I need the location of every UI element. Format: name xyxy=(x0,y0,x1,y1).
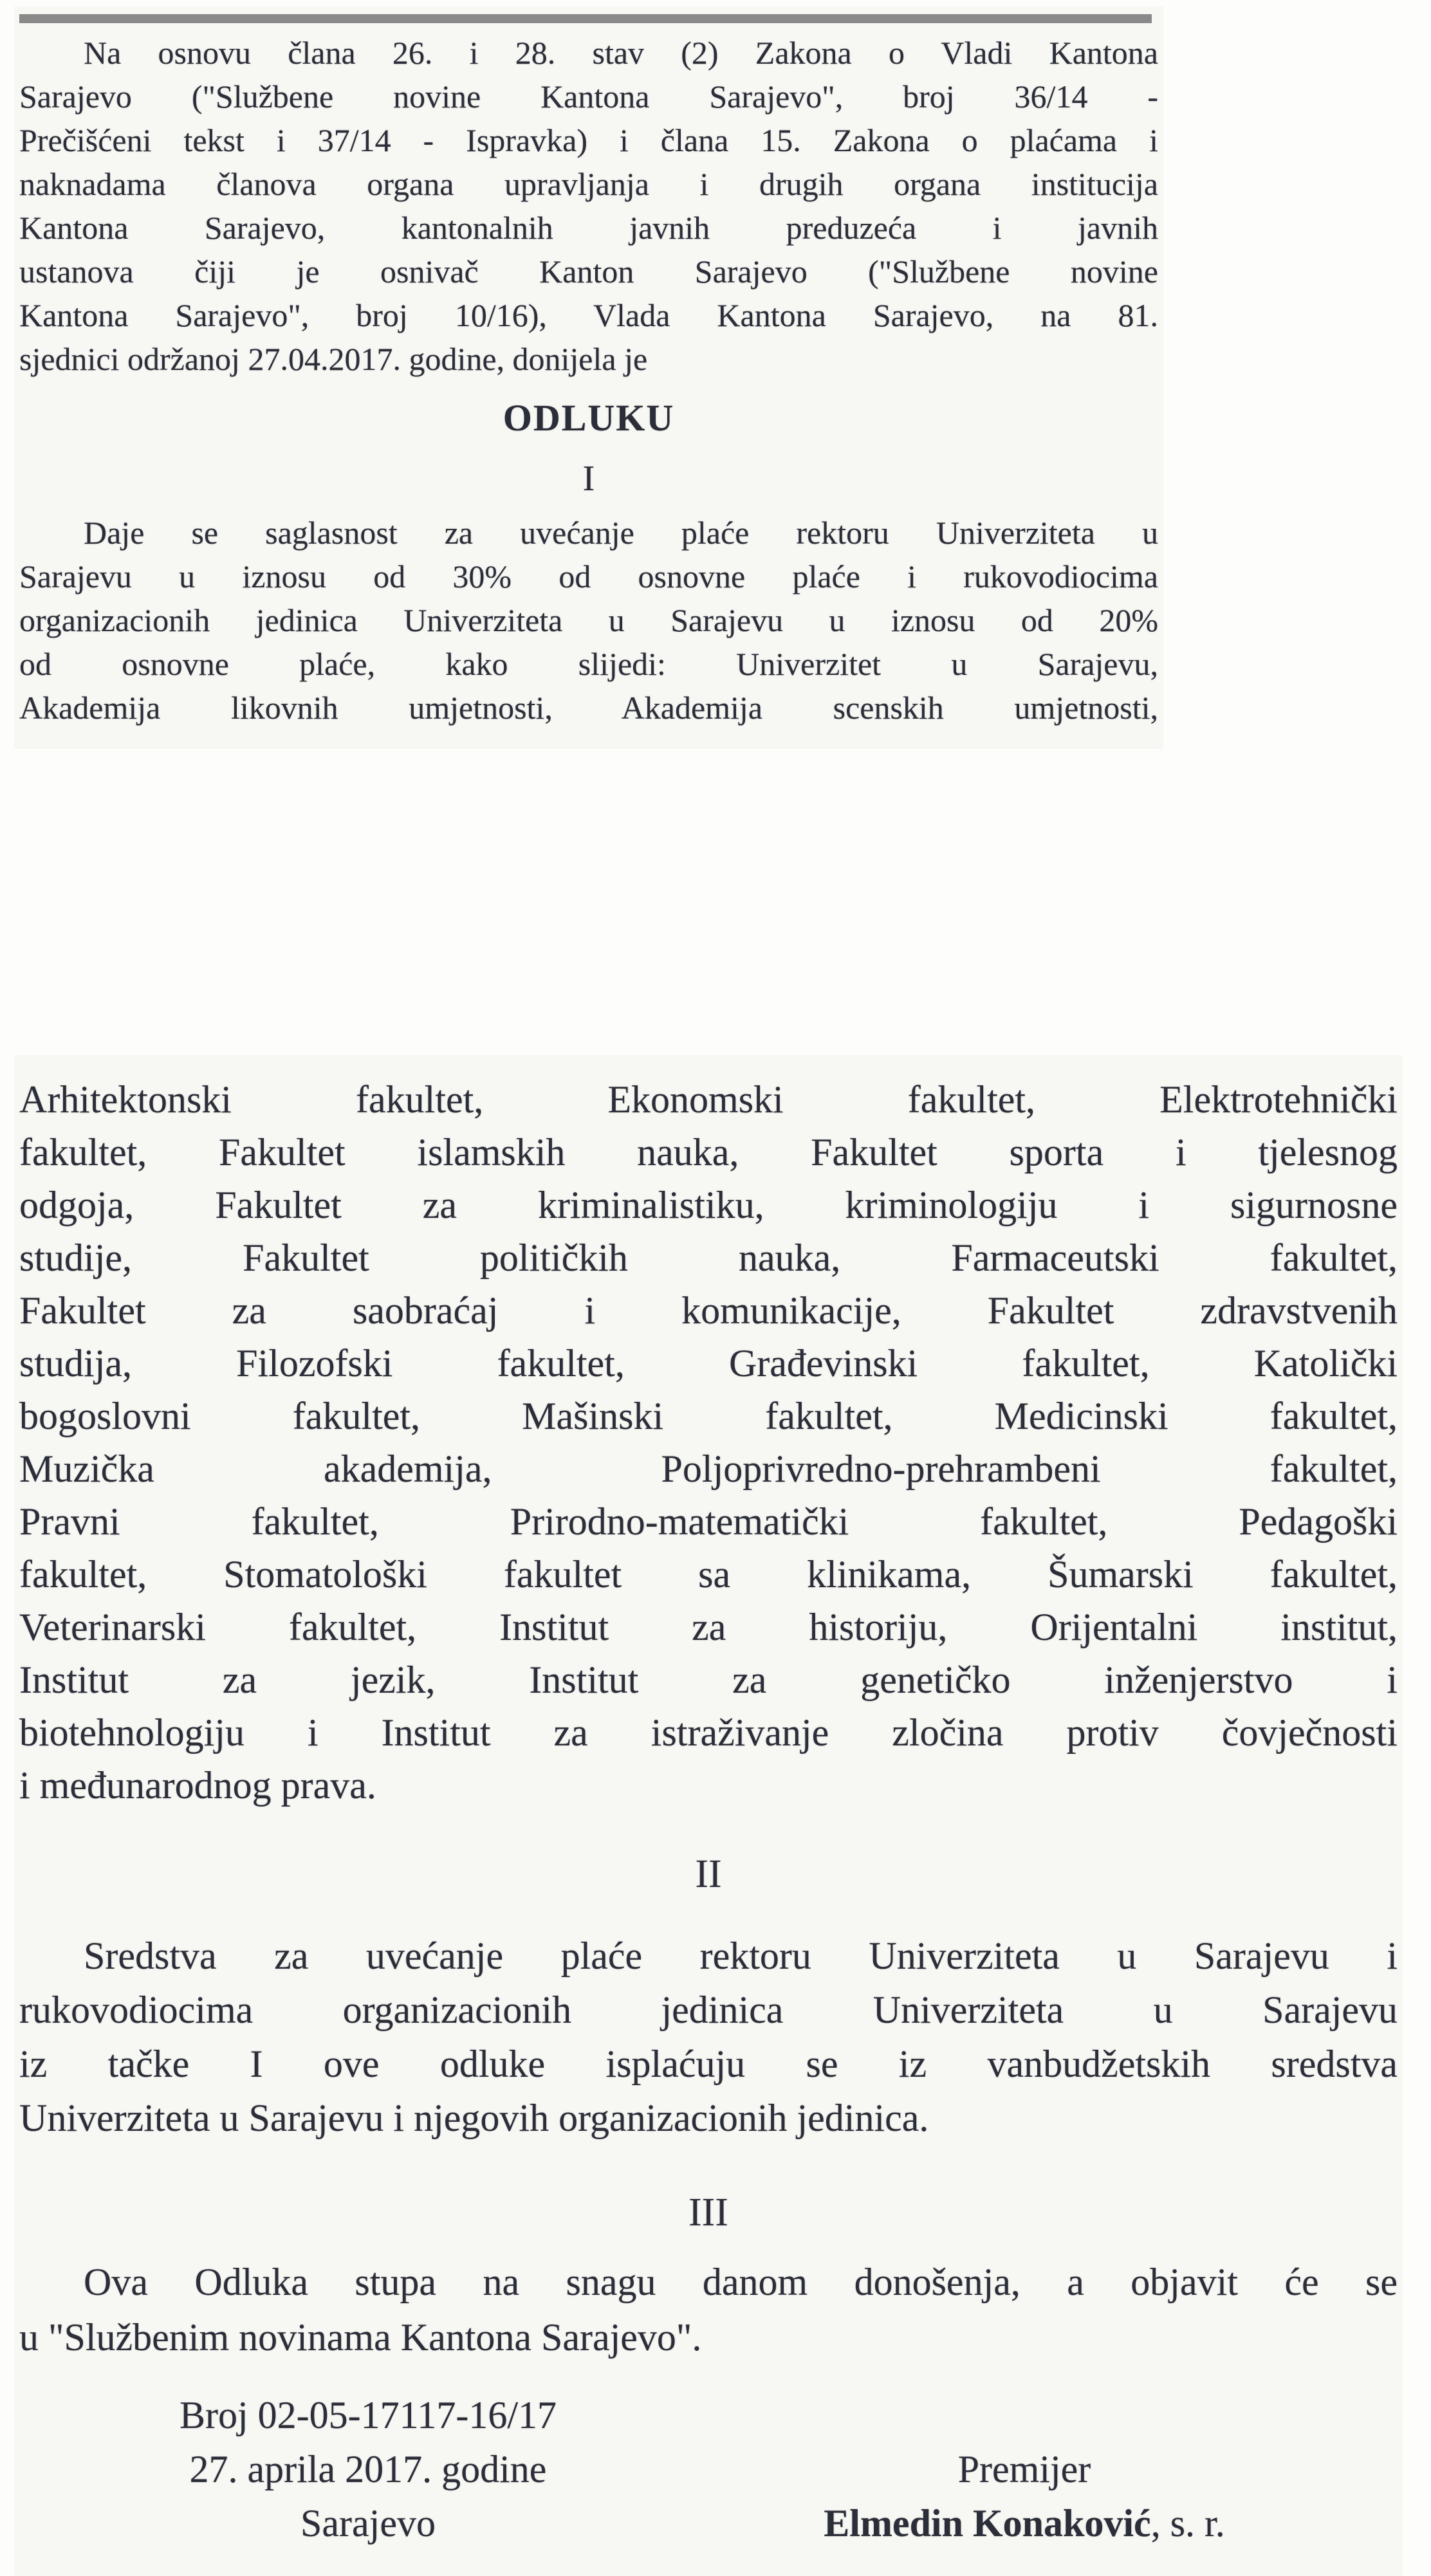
text-line: od osnovne plaće, kako slijedi: Univerzitet u Sarajevu, xyxy=(19,646,1158,682)
text-line: bogoslovni fakultet, Mašinski fakultet, Medicinski fakultet, xyxy=(19,1395,1398,1437)
text-line: organizacionih jedinica Univerziteta u Sarajevu u iznosu od 20% xyxy=(19,602,1158,638)
text-line: Univerziteta u Sarajevu i njegovih organizacionih jedinica. xyxy=(19,2097,929,2139)
section-2-numeral: II xyxy=(695,1852,722,1896)
text-line: Prečišćeni tekst i 37/14 - Ispravka) i člana 15. Zakona o plaćama i xyxy=(19,122,1158,158)
text-line: studije, Fakultet političkih nauka, Farmaceutski fakultet, xyxy=(19,1237,1398,1279)
text-line: Muzička akademija, Poljoprivredno-prehrambeni fakultet, xyxy=(19,1448,1398,1490)
signature-signer xyxy=(722,2388,1327,2550)
top-rule xyxy=(19,14,1152,23)
section-1-numeral: I xyxy=(582,459,595,499)
signer-name: Elmedin Konaković xyxy=(824,2502,1151,2544)
section-1-continuation-paragraph xyxy=(19,1073,1398,1812)
text-line: fakultet, Stomatološki fakultet sa klinikama, Šumarski fakultet, xyxy=(19,1553,1398,1596)
text-line: Arhitektonski fakultet, Ekonomski fakultet, Elektrotehnički xyxy=(19,1078,1398,1121)
text-line: Veterinarski fakultet, Institut za historiju, Orijentalni institut, xyxy=(19,1606,1398,1648)
text-line: studija, Filozofski fakultet, Građevinski fakultet, Katolički xyxy=(19,1342,1398,1385)
text-line: Sredstva za uvećanje plaće rektoru Univerziteta u Sarajevu i xyxy=(84,1935,1398,1977)
text-line: Daje se saglasnost za uvećanje plaće rektoru Univerziteta u xyxy=(84,515,1158,551)
text-line: fakultet, Fakultet islamskih nauka, Fakultet sporta i tjelesnog xyxy=(19,1131,1398,1173)
signature-block xyxy=(19,2388,1398,2550)
text-line: i međunarodnog prava. xyxy=(19,1764,376,1807)
text-line: Ova Odluka stupa na snagu danom donošenja, a objavit će se xyxy=(84,2261,1398,2303)
section-3-paragraph xyxy=(19,2254,1398,2365)
section-2-paragraph xyxy=(19,1929,1398,2145)
signer-title: Premijer xyxy=(957,2448,1091,2490)
text-line: Sarajevu u iznosu od 30% od osnovne plaće i rukovodiocima xyxy=(19,558,1158,594)
text-line: naknadama članova organa upravljanja i drugih organa institucija xyxy=(19,166,1158,202)
section-1-paragraph xyxy=(19,511,1158,730)
decision-title: ODLUKU xyxy=(503,397,675,439)
signer-suffix: , s. r. xyxy=(1150,2502,1225,2544)
text-line: iz tačke I ove odluke isplaćuju se iz vanbudžetskih sredstva xyxy=(19,2043,1398,2085)
text-line: Fakultet za saobraćaj i komunikacije, Fakultet zdravstvenih xyxy=(19,1289,1398,1332)
intro-paragraph xyxy=(19,31,1158,381)
text-line: Kantona Sarajevo, kantonalnih javnih preduzeća i javnih xyxy=(19,210,1158,246)
text-line: Pravni fakultet, Prirodno-matematički fakultet, Pedagoški xyxy=(19,1500,1398,1543)
text-line: biotehnologiju i Institut za istraživanje zločina protiv čovječnosti xyxy=(19,1711,1398,1754)
clipping-bottom xyxy=(14,1055,1403,2576)
text-line: odgoja, Fakultet za kriminalistiku, kriminologiju i sigurnosne xyxy=(19,1184,1398,1226)
text-line: Institut za jezik, Institut za genetičko inženjerstvo i xyxy=(19,1659,1398,1701)
section-3-numeral: III xyxy=(688,2191,728,2234)
document-date: 27. aprila 2017. godine xyxy=(189,2448,547,2490)
document-place: Sarajevo xyxy=(300,2502,436,2544)
document-number: Broj 02-05-17117-16/17 xyxy=(179,2394,557,2436)
text-line: u "Službenim novinama Kantona Sarajevo". xyxy=(19,2316,702,2359)
text-line: Akademija likovnih umjetnosti, Akademija scenskih umjetnosti, xyxy=(19,690,1158,726)
text-line: ustanova čiji je osnivač Kanton Sarajevo ("Službene novine xyxy=(19,253,1158,290)
text-line: Kantona Sarajevo", broj 10/16), Vlada Kantona Sarajevo, na 81. xyxy=(19,297,1158,333)
signature-meta xyxy=(85,2388,651,2550)
text-line: Na osnovu člana 26. i 28. stav (2) Zakona o Vladi Kantona xyxy=(84,35,1158,71)
clipping-top xyxy=(14,6,1163,749)
signer-name-line xyxy=(722,2496,1327,2550)
text-line: rukovodiocima organizacionih jedinica Univerziteta u Sarajevu xyxy=(19,1989,1398,2031)
text-line: sjednici održanoj 27.04.2017. godine, donijela je xyxy=(19,341,648,377)
text-line: Sarajevo ("Službene novine Kantona Sarajevo", broj 36/14 - xyxy=(19,78,1158,115)
